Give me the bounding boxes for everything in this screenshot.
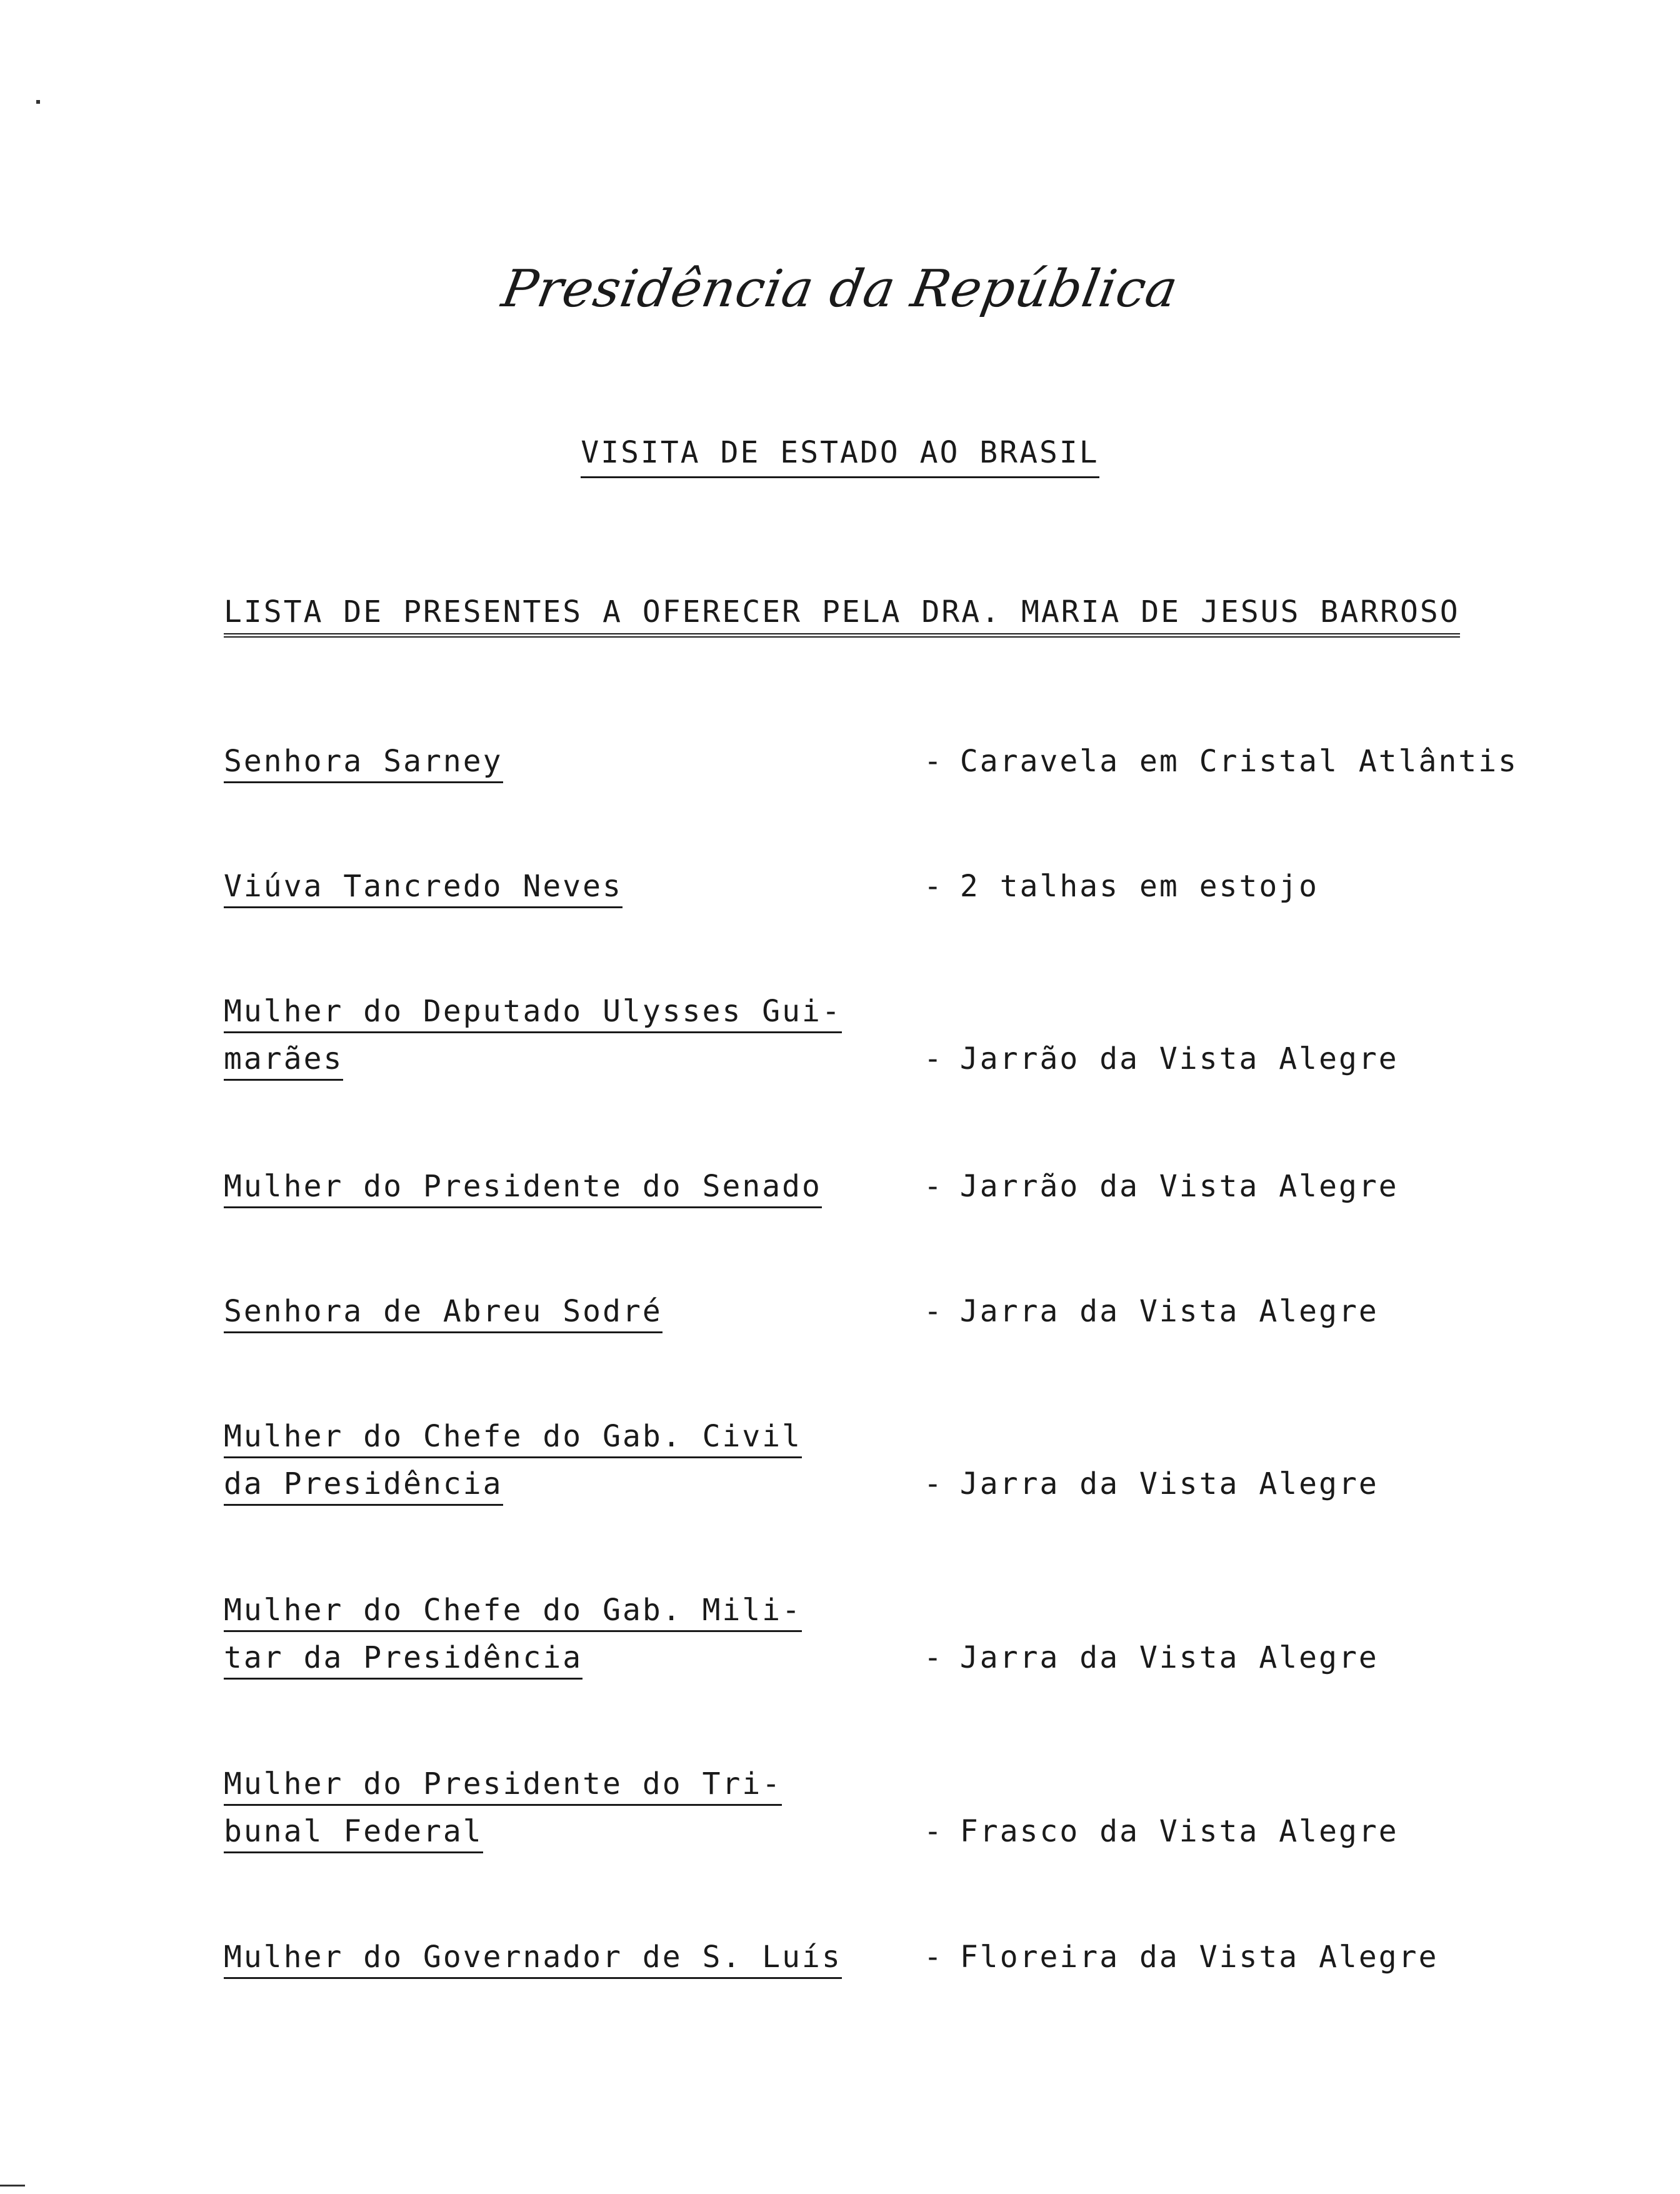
margin-mark bbox=[0, 2185, 25, 2186]
gift-recipient-text: Mulher do Presidente do Tri- bbox=[224, 1766, 782, 1806]
gift-dash: - bbox=[924, 744, 944, 779]
gift-dash: - bbox=[924, 1814, 944, 1849]
gift-recipient bbox=[224, 1933, 880, 1981]
gift-text: Jarrão da Vista Alegre bbox=[959, 1169, 1399, 1204]
gift-item bbox=[924, 1035, 1399, 1083]
gift-recipient-line bbox=[224, 1760, 880, 1808]
gift-recipient-line bbox=[224, 1933, 880, 1981]
gift-text: Jarra da Vista Alegre bbox=[959, 1466, 1379, 1501]
gift-recipient-text: Mulher do Chefe do Gab. Civil bbox=[224, 1419, 802, 1458]
gift-recipient-text: Mulher do Presidente do Senado bbox=[224, 1169, 822, 1208]
gift-recipient-text: Mulher do Chefe do Gab. Mili- bbox=[224, 1593, 802, 1632]
gift-recipient-text: Viúva Tancredo Neves bbox=[224, 869, 622, 908]
gift-recipient-line bbox=[224, 1288, 880, 1335]
gift-text: 2 talhas em estojo bbox=[959, 869, 1319, 904]
gift-item bbox=[924, 1460, 1379, 1508]
gift-recipient bbox=[224, 1586, 880, 1681]
gift-item bbox=[924, 863, 1319, 910]
gift-recipient-line bbox=[224, 1413, 880, 1460]
gift-list-heading-text: LISTA DE PRESENTES A OFERECER PELA DRA. MARIA DE JESUS BARROSO bbox=[224, 597, 1460, 638]
gift-recipient-text: Senhora de Abreu Sodré bbox=[224, 1294, 662, 1333]
gift-item bbox=[924, 1808, 1399, 1855]
gift-recipient-line bbox=[224, 1460, 880, 1508]
page-title-text: VISITA DE ESTADO AO BRASIL bbox=[581, 438, 1099, 478]
page-title bbox=[0, 435, 1680, 478]
gift-item bbox=[924, 738, 1518, 785]
gift-recipient-line bbox=[224, 1586, 880, 1634]
gift-recipient-line bbox=[224, 1035, 880, 1083]
gift-dash: - bbox=[924, 1169, 944, 1204]
gift-dash: - bbox=[924, 1640, 944, 1675]
gift-item bbox=[924, 1933, 1438, 1981]
gift-dash: - bbox=[924, 1466, 944, 1501]
gift-item bbox=[924, 1163, 1399, 1210]
gift-text: Caravela em Cristal Atlântis bbox=[959, 744, 1519, 779]
gift-recipient-text: tar da Presidência bbox=[224, 1640, 582, 1680]
gift-recipient-text: Senhora Sarney bbox=[224, 744, 503, 783]
gift-list-heading bbox=[224, 594, 1460, 638]
margin-mark bbox=[36, 100, 40, 104]
gift-text: Jarra da Vista Alegre bbox=[959, 1294, 1379, 1329]
gift-recipient bbox=[224, 738, 880, 785]
gift-text: Floreira da Vista Alegre bbox=[959, 1940, 1439, 1975]
gift-recipient bbox=[224, 988, 880, 1083]
gift-dash: - bbox=[924, 1294, 944, 1329]
letterhead: Presidência da República bbox=[498, 259, 1182, 319]
gift-recipient-text: bunal Federal bbox=[224, 1814, 483, 1853]
gift-dash: - bbox=[924, 1940, 944, 1975]
gift-recipient bbox=[224, 1163, 880, 1210]
gift-dash: - bbox=[924, 869, 944, 904]
gift-recipient-line bbox=[224, 863, 880, 910]
gift-recipient bbox=[224, 863, 880, 910]
gift-text: Jarra da Vista Alegre bbox=[959, 1640, 1379, 1675]
gift-recipient-text: Mulher do Deputado Ulysses Gui- bbox=[224, 994, 842, 1033]
gift-item bbox=[924, 1634, 1379, 1681]
gift-recipient-line bbox=[224, 1163, 880, 1210]
gift-dash: - bbox=[924, 1041, 944, 1076]
gift-text: Jarrão da Vista Alegre bbox=[959, 1041, 1399, 1076]
gift-recipient-line bbox=[224, 988, 880, 1035]
gift-recipient-text: marães bbox=[224, 1041, 343, 1081]
gift-recipient-line bbox=[224, 1808, 880, 1855]
gift-recipient-line bbox=[224, 738, 880, 785]
gift-recipient bbox=[224, 1760, 880, 1855]
gift-item bbox=[924, 1288, 1379, 1335]
gift-text: Frasco da Vista Alegre bbox=[959, 1814, 1399, 1849]
gift-recipient-line bbox=[224, 1634, 880, 1681]
gift-recipient bbox=[224, 1288, 880, 1335]
gift-recipient-text: Mulher do Governador de S. Luís bbox=[224, 1940, 842, 1979]
gift-recipient-text: da Presidência bbox=[224, 1466, 503, 1506]
gift-recipient bbox=[224, 1413, 880, 1508]
